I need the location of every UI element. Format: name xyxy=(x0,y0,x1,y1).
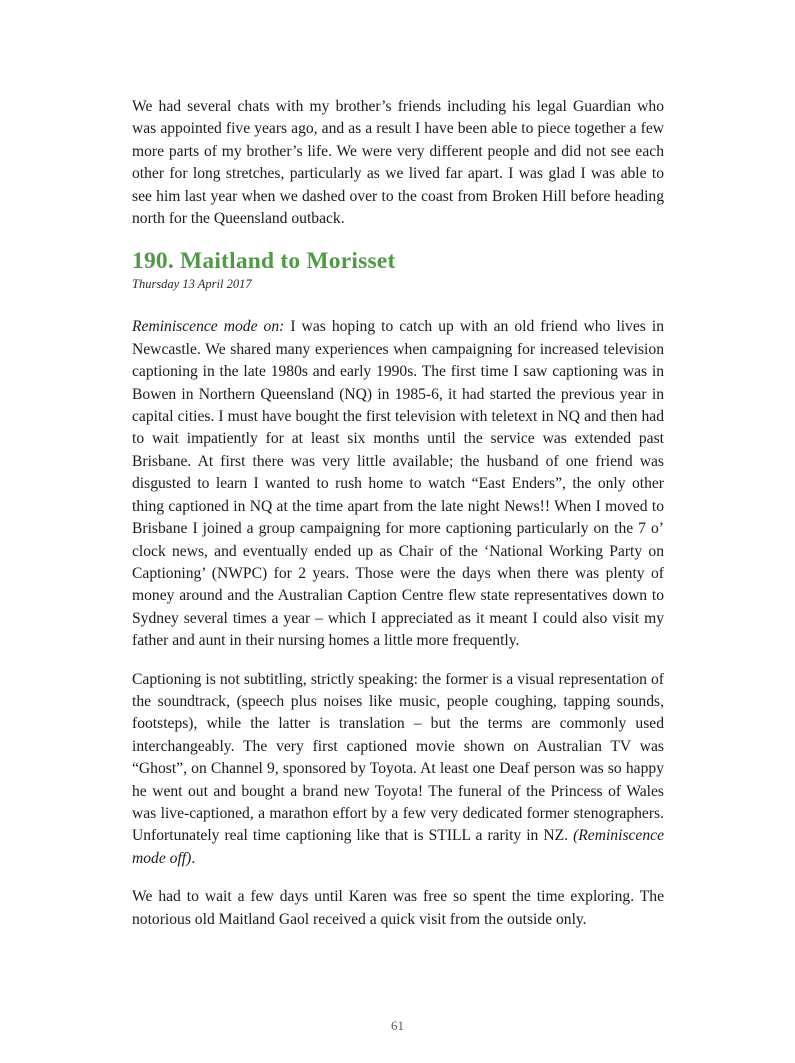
paragraph-reminiscence xyxy=(132,316,664,652)
text-run: Reminiscence mode on: xyxy=(132,318,291,336)
text-run: . xyxy=(191,849,196,867)
paragraph-brother-chats xyxy=(132,96,664,230)
paragraph-captioning xyxy=(132,669,664,871)
page-content xyxy=(132,96,664,947)
text-run: I was hoping to catch up with an old friend who lives in Newcastle. We shared many experiences when campaigning for increased television captioning in the late 1980s and early 1990s. The first time I saw captioning was in Bowen in Northern Queensland (NQ) in 1985-6, it had started the previous year in capital cities. I must have bought the first television with teletext in NQ and then had to wait impatiently for at least six months until the service was extended past Brisbane. At first there was very little available; the husband of one friend was disgusted to learn I wanted to rush home to watch “East Enders”, the only other thing captioned in NQ at the time apart from the late night News!! When I moved to Brisbane I joined a group campaigning for more captioning particularly on the 7 o’ clock news, and eventually ended up as Chair of the ‘National Working Party on Captioning’ (NWPC) for 2 years. Those were the days when there was plenty of money around and the Australian Caption Centre flew state representatives down to Sydney several times a year – which I appreciated as it meant I could also visit my father and aunt in their nursing homes a little more frequently. xyxy=(132,318,664,650)
paragraph-waiting-for-karen xyxy=(132,886,664,931)
text-run: (Reminiscence mode off) xyxy=(132,827,664,867)
chapter-date: Thursday 13 April 2017 xyxy=(132,277,252,292)
text-run: Captioning is not subtitling, strictly speaking: the former is a visual representation of the soundtrack, (speech plus noises like music, people coughing, tapping sounds, footsteps), while the latter is translation – but the terms are commonly used interchangeably. The very first captioned movie shown on Australian TV was “Ghost”, on Channel 9, sponsored by Toyota. At least one Deaf person was so happy he went out and bought a brand new Toyota! The funeral of the Princess of Wales was live-captioned, a marathon effort by a few very dedicated former stenographers. Unfortunately real time captioning like that is STILL a rarity in NZ. xyxy=(132,670,664,845)
text-run: We had to wait a few days until Karen was free so spent the time exploring. The notorious old Maitland Gaol received a quick visit from the outside only. xyxy=(132,888,664,928)
page-number: 61 xyxy=(391,1018,404,1033)
text-run: We had several chats with my brother’s friends including his legal Guardian who was appointed five years ago, and as a result I have been able to piece together a few more parts of my brother’s life. We were very different people and did not see each other for long stretches, particularly as we lived far apart. I was glad I was able to see him last year when we dashed over to the coast from Broken Hill before heading north for the Queensland outback. xyxy=(132,98,664,228)
chapter-heading: 190. Maitland to Morisset xyxy=(132,248,396,275)
